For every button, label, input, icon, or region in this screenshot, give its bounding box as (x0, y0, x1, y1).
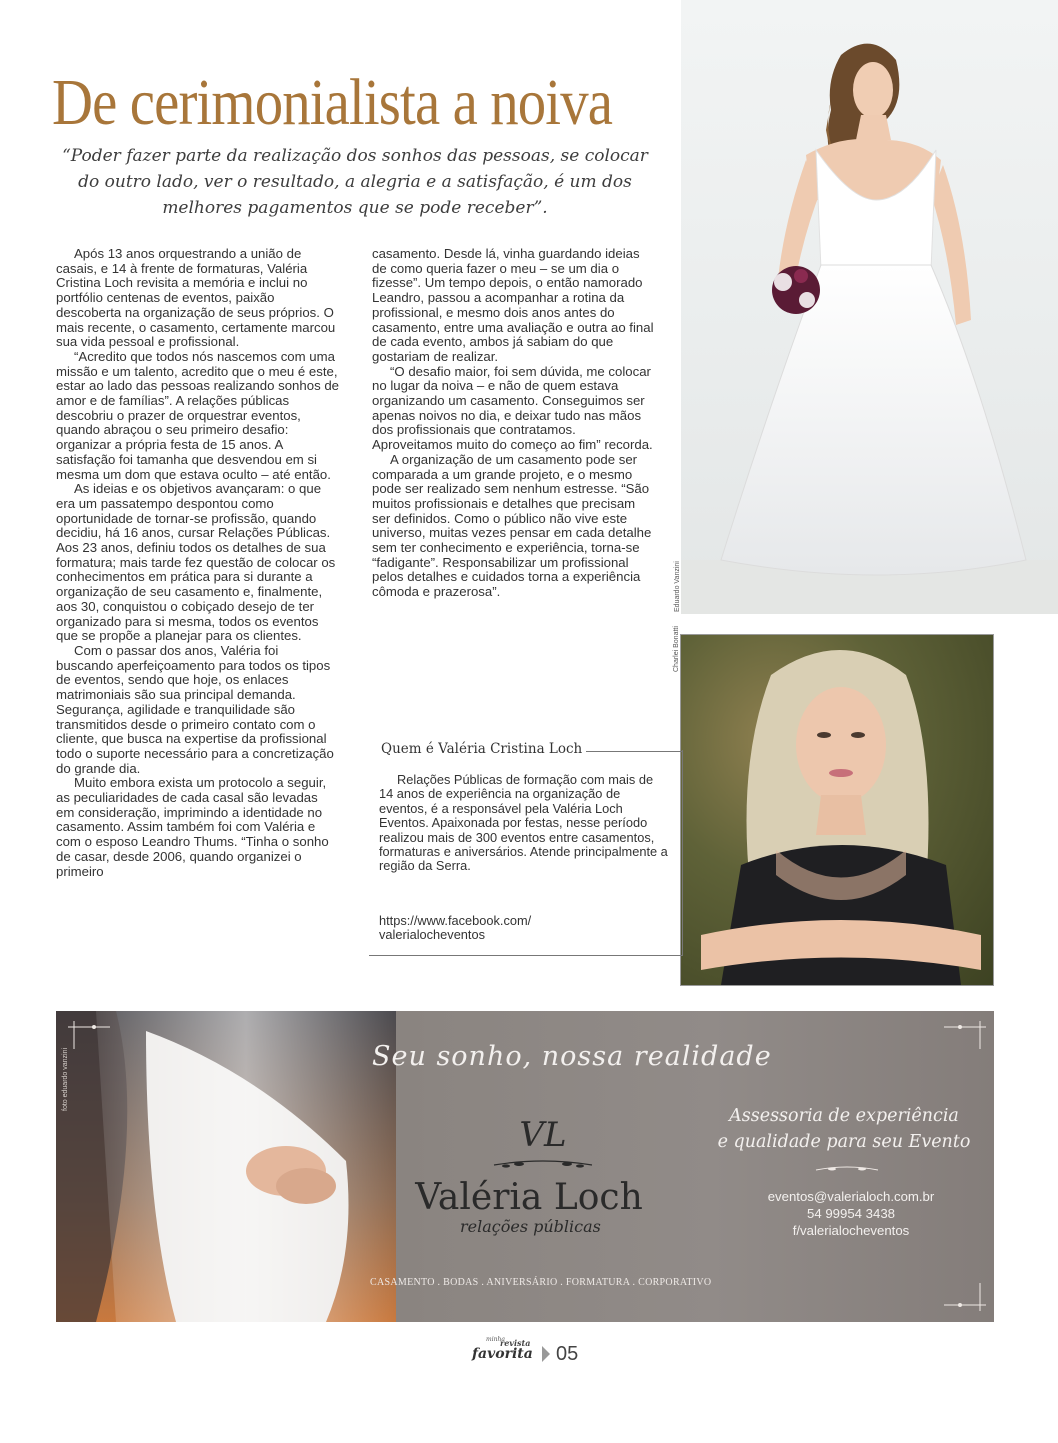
profile-box-text (379, 773, 669, 874)
pull-quote: “Poder fazer parte da realização dos sonhos das pessoas, se colocar do outro lado, ver o resultado, a alegria e a satisfação, é um dos melhores pagamentos que se pode receber”. (62, 146, 648, 218)
article-title: De cerimonialista a noiva (52, 66, 613, 139)
corner-ornament (940, 1279, 990, 1315)
brand-name: Valéria Loch (415, 1177, 643, 1218)
profile-paragraph: Relações Públicas de formação com mais de 14 anos de experiência na organização de eventos, é a responsável pela Valéria Loch Eventos. Apaixonada por festas, nesse período realizou mais de 300 eventos entre casamentos, formaturas e aniversários. Atende principalmente a região da Serra. (379, 772, 668, 874)
tagline-line-1: Assessoria de experiência (729, 1106, 959, 1126)
footer-magazine-name: favorita (472, 1346, 533, 1362)
footer-arrow-icon (542, 1346, 550, 1362)
facebook-link-line1: https://www.facebook.com/ (379, 913, 532, 928)
portrait-photo (680, 634, 994, 986)
paragraph: “O desafio maior, foi sem dúvida, me colocar no lugar da noiva – e não de quem estava organizando um casamento. Conseguimos ser apenas noivos no dia, e deixar tudo nas mãos dos profissionais que contratamos. Aproveitamos muito do começo ao fim” recorda. (372, 363, 653, 453)
brand-subtitle: relações públicas (460, 1217, 601, 1236)
profile-box (369, 741, 683, 956)
box-rule (582, 751, 682, 752)
footer-mag-mid: revista (500, 1338, 531, 1348)
portrait-illustration (681, 635, 993, 985)
ad-services: CASAMENTO . BODAS . ANIVERSÁRIO . FORMATURA . CORPORATIVO (370, 1277, 712, 1288)
paragraph: Após 13 anos orquestrando a união de casais, e 14 à frente de formaturas, Valéria Cristina Loch revisita a memória e inclui no portfólio centenas de eventos, paixão descoberta na organização de seus próprios. O mais recente, o casamento, certamente marcou sua vida pessoal e profissional. (56, 246, 336, 350)
article-column-2 (372, 247, 655, 600)
contact-phone: 54 99954 3438 (806, 1206, 895, 1221)
paragraph: casamento. Desde lá, vinha guardando ideias de como queria fazer o meu – se um dia o fizesse”. Um tempo depois, o então namorado Leandro, passou a acompanhar a rotina da profissional, e mesmo dois anos antes do casamento, entre uma avaliação e outra ao final de cada evento, ambos já sabiam do que gostariam de realizar. (372, 246, 654, 364)
footer-mag-small: minha (486, 1336, 505, 1343)
photo-credit: Eduardo Vanzini (674, 561, 681, 612)
ad-slogan: Seu sonho, nossa realidade (372, 1041, 772, 1072)
paragraph: As ideias e os objetivos avançaram: o que era um passatempo despontou como oportunidade de tornar-se profissão, quando decidiu, há 16 anos, cursar Relações Públicas. Aos 23 anos, definiu todos os detalhes de sua formatura; mais tarde fez questão de colocar os conhecimentos em prática para si durante a organização de seu casamento e, finalmente, aos 30, conquistou o cobiçado desejo de ter organizado para si mesma, todos os eventos que se propõe a planejar para os clientes. (56, 481, 336, 644)
facebook-link-line2: valerialocheventos (379, 927, 485, 943)
bride-photo (681, 0, 1058, 614)
brand-monogram: VL (519, 1115, 567, 1155)
bride-illustration (681, 0, 1058, 614)
ad-photo (56, 1011, 396, 1322)
tagline-line-2: e qualidade para seu Evento (717, 1132, 971, 1152)
paragraph: Muito embora exista um protocolo a seguir, as peculiaridades de cada casal são levadas em consideração, imprimindo a identidade no casamento. Assim também foi com Valéria e com o esposo Leandro Thums. “Tinha o sonho de casar, desde 2006, quando organizei o primeiro (56, 775, 329, 879)
advertisement (56, 1011, 994, 1322)
ad-contacts (736, 1188, 966, 1239)
corner-ornament (940, 1017, 990, 1053)
divider-ornament (812, 1163, 882, 1177)
corner-ornament (64, 1017, 114, 1053)
contact-email[interactable]: eventos@valerialoch.com.br (767, 1189, 935, 1204)
page-number: 05 (556, 1343, 579, 1365)
paragraph: A organização de um casamento pode ser comparada a um grande projeto, e o mesmo pode ser realizado sem nenhum estresse. “São muitos profissionais e detalhes que precisam ser definidos. Como o público não vive este universo, muitas vezes pensar em cada detalhe sem ter conhecimento e experiência, torna-se “fadigante”. Responsabilizar um profissional pelos detalhes e cuidados torna a experiência cômoda e prazerosa”. (372, 451, 652, 600)
paragraph: Com o passar dos anos, Valéria foi buscando aperfeiçoamento para todos os tipos de eventos, sendo que hoje, os enlaces matrimoniais são sua principal demanda. Segurança, agilidade e tranquilidade são transmitidos desde o primeiro contato com o cliente, que busca na expertise da profissional todo o suporte necessário para a concretização do grande dia. (56, 642, 334, 776)
paragraph: “Acredito que todos nós nascemos com uma missão e um talento, acredito que o meu é este, estar ao lado das pessoas realizando sonhos de amor e de famílias”. A relações públicas descobriu o prazer de orquestrar eventos, quando abraçou o seu primeiro desafio: organizar a própria festa de 15 anos. A satisfação foi tamanha que desvendou em si mesma um dom que estava oculto – até então. (56, 348, 339, 482)
laurel-ornament (484, 1155, 602, 1175)
ad-tagline (714, 1103, 974, 1155)
contact-facebook[interactable]: f/valerialocheventos (792, 1223, 910, 1238)
profile-box-title: Quem é Valéria Cristina Loch (379, 741, 586, 757)
ad-photo-credit: foto eduardo vanzini (62, 1047, 69, 1111)
article-column-1 (56, 247, 339, 879)
photo-credit: Charlei Bonatti (673, 626, 680, 672)
facebook-link[interactable] (379, 914, 531, 943)
